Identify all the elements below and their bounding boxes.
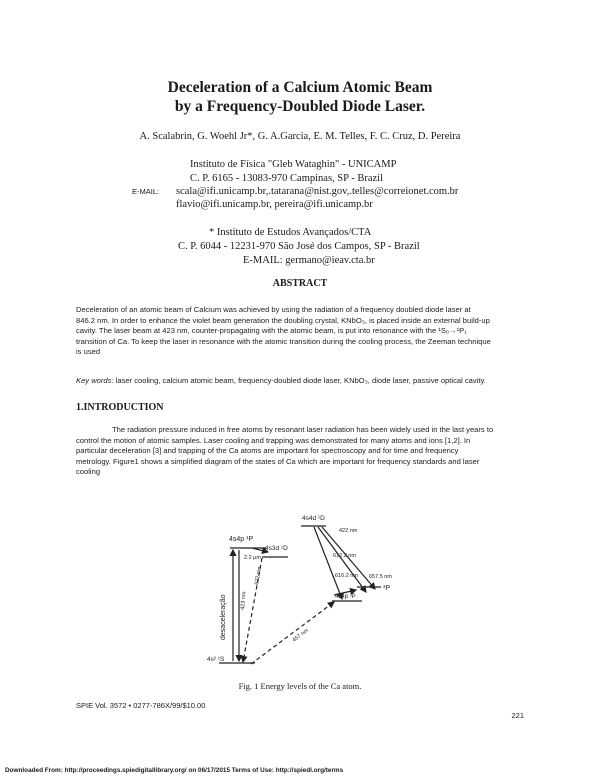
transition-422-label: 422 nm: [339, 528, 358, 534]
figure-caption: Fig. 1 Energy levels of the Ca atom.: [238, 681, 362, 691]
intro-line: cooling: [76, 467, 101, 476]
abstract-line: cavity. The laser beam at 423 nm, counter-propagating with the atomic beam, is put into resonance with the ¹S₀→¹P₁: [76, 326, 467, 335]
affiliation-1-email-1: scala@ifi.unicamp.br,.tatarana@nist.gov,.telles@correionet.com.br: [176, 186, 459, 197]
download-notice: Downloaded From: http://proceedings.spiedigitallibrary.org/ on 06/17/2015 Terms of Use: http://spiedl.org/terms: [5, 767, 344, 774]
author-list: A. Scalabrin, G. Woehl Jr*, G. A.Garcia, E. M. Telles, F. C. Cruz, D. Pereira: [139, 131, 461, 142]
keywords-text: laser cooling, calcium atomic beam, frequency-doubled diode laser, KNbO₃, diode laser, passive optical cavity.: [113, 376, 486, 385]
transition-612-label: 612.2 nm: [333, 553, 356, 559]
transition-457-label: 457 nm: [291, 627, 310, 644]
abstract-line: is used: [76, 347, 101, 356]
section-heading: 1.INTRODUCTION: [76, 402, 164, 413]
page-number: 221: [511, 711, 524, 720]
transition-616-label: 616.2 nm: [335, 573, 358, 579]
transition-657-label: 657.5 nm: [369, 574, 392, 580]
affiliation-1-line-1: Instituto de Física "Gleb Wataghin" - UNICAMP: [190, 159, 397, 170]
abstract-heading: ABSTRACT: [272, 278, 328, 289]
affiliation-2-line-1: * Instituto de Estudos Avançados/CTA: [209, 227, 372, 238]
intro-line: control the motion of atomic samples. Laser cooling and trapping was demonstrated for many atoms and ions [1,2]. In: [76, 435, 471, 445]
affiliation-1-line-2: C. P. 6165 - 13083-970 Campinas, SP - Brazil: [190, 173, 383, 184]
title-line-1: Deceleration of a Calcium Atomic Beam: [167, 79, 433, 96]
level-3P-label: ³P: [383, 585, 390, 592]
abstract-line: transition of Ca. To keep the laser in resonance with the atomic transition during the cooling process, the Zeeman technique: [76, 336, 491, 346]
level-4s3d-1D-label: 4s3d ¹D: [265, 545, 288, 552]
abstract-line: 846.2 nm. In order to enhance the violet beam generation the doubling crystal, KNbO₃, is placed inside an external build-up: [76, 315, 490, 325]
vertical-label-deceleration: desaceleração: [220, 594, 227, 640]
intro-line: particular deceleration [3] and trapping of the Ca atoms are important for spectroscopy and for time and frequency: [76, 446, 459, 455]
title-line-2: by a Frequency-Doubled Diode Laser.: [174, 98, 426, 115]
transition-423-label: 423 nm: [240, 591, 248, 611]
level-4s4p-1P-label: 4s4p ¹P: [229, 536, 254, 543]
transition-457: [251, 602, 334, 664]
transition-2-2um-label: 2.2 μm: [244, 555, 261, 561]
transition-422: [314, 527, 342, 599]
intro-line: metrology. Figure1 shows a simplified diagram of the states of Ca which are important for frequency standards and laser: [76, 456, 480, 466]
transition-612: [318, 527, 366, 592]
affiliation-2-email: E-MAIL: germano@ieav.cta.br: [243, 255, 375, 266]
keywords-label: Key words:: [76, 376, 114, 385]
abstract-line: Deceleration of an atomic beam of Calcium was achieved by using the radiation of a frequency doubled diode laser at: [76, 305, 471, 314]
level-4s4d-1D-label: 4s4d ¹D: [302, 515, 325, 522]
spie-footer: SPIE Vol. 3572 • 0277-786X/99/$10.00: [76, 701, 206, 710]
affiliation-1-email-2: flavio@ifi.unicamp.br, pereira@ifi.unicamp.br: [176, 199, 373, 210]
email-label: E-MAIL:: [132, 187, 160, 196]
level-4s4p-3P-label: 4s4p ³P: [335, 594, 356, 600]
level-ground-label: 4s² ¹S: [207, 656, 225, 663]
affiliation-2-line-2: C. P. 6044 - 12231-970 São José dos Campos, SP - Brazil: [178, 241, 420, 252]
transition-672-label: 672 nm: [254, 566, 264, 586]
intro-line: The radiation pressure induced in free atoms by resonant laser radiation has been widely used in the last years to: [112, 425, 494, 434]
